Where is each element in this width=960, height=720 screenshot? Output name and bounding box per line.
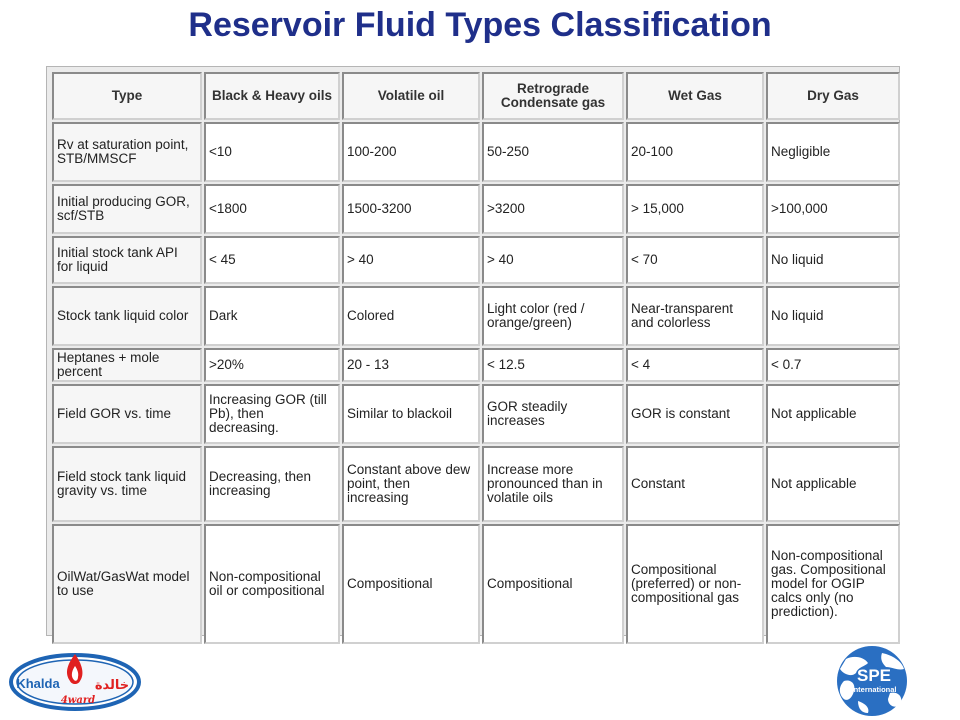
table-cell: < 45 [204, 236, 340, 284]
table-cell: Constant [626, 446, 764, 522]
table-cell: >100,000 [766, 184, 900, 234]
row-header-cell: Field GOR vs. time [52, 384, 202, 444]
table-cell: Not applicable [766, 446, 900, 522]
table-cell: Light color (red / orange/green) [482, 286, 624, 346]
table-row [52, 122, 900, 182]
row-header-cell: Initial stock tank API for liquid [52, 236, 202, 284]
table-cell: < 12.5 [482, 348, 624, 382]
khalda-logo-arabic: خالدة [94, 678, 130, 693]
table-cell: Increase more pronounced than in volatile oils [482, 446, 624, 522]
table-cell: Non-compositional gas. Compositional model for OGIP calcs only (no prediction). [766, 524, 900, 644]
table-cell: Compositional (preferred) or non-compositional gas [626, 524, 764, 644]
table-cell: > 15,000 [626, 184, 764, 234]
khalda-logo-latin: Khalda [16, 676, 60, 691]
table-cell: No liquid [766, 286, 900, 346]
row-header-cell: OilWat/GasWat model to use [52, 524, 202, 644]
table-cell: GOR is constant [626, 384, 764, 444]
table-cell: 20 - 13 [342, 348, 480, 382]
table-row [52, 348, 900, 382]
table-cell: >3200 [482, 184, 624, 234]
table-cell: Colored [342, 286, 480, 346]
table-cell: < 4 [626, 348, 764, 382]
table-cell: <10 [204, 122, 340, 182]
table-cell: 1500-3200 [342, 184, 480, 234]
table-row [52, 524, 900, 644]
row-header-cell: Initial producing GOR, scf/STB [52, 184, 202, 234]
table-cell: Increasing GOR (till Pb), then decreasing. [204, 384, 340, 444]
table-cell: 100-200 [342, 122, 480, 182]
table-row [52, 384, 900, 444]
table-cell: GOR steadily increases [482, 384, 624, 444]
table-row [52, 286, 900, 346]
table-cell: 20-100 [626, 122, 764, 182]
table-cell: Dark [204, 286, 340, 346]
table-cell: Compositional [342, 524, 480, 644]
table-row [52, 236, 900, 284]
spe-logo-main: SPE [856, 666, 892, 685]
khalda-logo-subtext: 4ward [60, 695, 96, 706]
table-header-row [52, 72, 900, 120]
table-cell: Near-transparent and colorless [626, 286, 764, 346]
table-cell: > 40 [482, 236, 624, 284]
table-cell: > 40 [342, 236, 480, 284]
column-header: Wet Gas [626, 72, 764, 120]
table-cell: >20% [204, 348, 340, 382]
column-header: Dry Gas [766, 72, 900, 120]
column-header: Retrograde Condensate gas [482, 72, 624, 120]
spe-logo-sub: International [851, 685, 897, 694]
table-cell: Compositional [482, 524, 624, 644]
khalda-logo [8, 648, 142, 712]
slide-title: Reservoir Fluid Types Classification [188, 6, 772, 44]
table-cell: < 70 [626, 236, 764, 284]
classification-table-frame [46, 66, 900, 636]
table-cell: 50-250 [482, 122, 624, 182]
table-cell: No liquid [766, 236, 900, 284]
row-header-cell: Stock tank liquid color [52, 286, 202, 346]
table-cell: <1800 [204, 184, 340, 234]
row-header-cell: Field stock tank liquid gravity vs. time [52, 446, 202, 522]
column-header: Volatile oil [342, 72, 480, 120]
table-cell: Non-compositional oil or compositional [204, 524, 340, 644]
classification-table [50, 70, 902, 646]
table-row [52, 446, 900, 522]
column-header: Type [52, 72, 202, 120]
table-cell: < 0.7 [766, 348, 900, 382]
table-cell: Similar to blackoil [342, 384, 480, 444]
row-header-cell: Rv at saturation point, STB/MMSCF [52, 122, 202, 182]
row-header-cell: Heptanes + mole percent [52, 348, 202, 382]
table-row [52, 184, 900, 234]
column-header: Black & Heavy oils [204, 72, 340, 120]
table-cell: Constant above dew point, then increasing [342, 446, 480, 522]
table-cell: Decreasing, then increasing [204, 446, 340, 522]
table-cell: Not applicable [766, 384, 900, 444]
table-cell: Negligible [766, 122, 900, 182]
spe-international-logo [810, 645, 934, 717]
